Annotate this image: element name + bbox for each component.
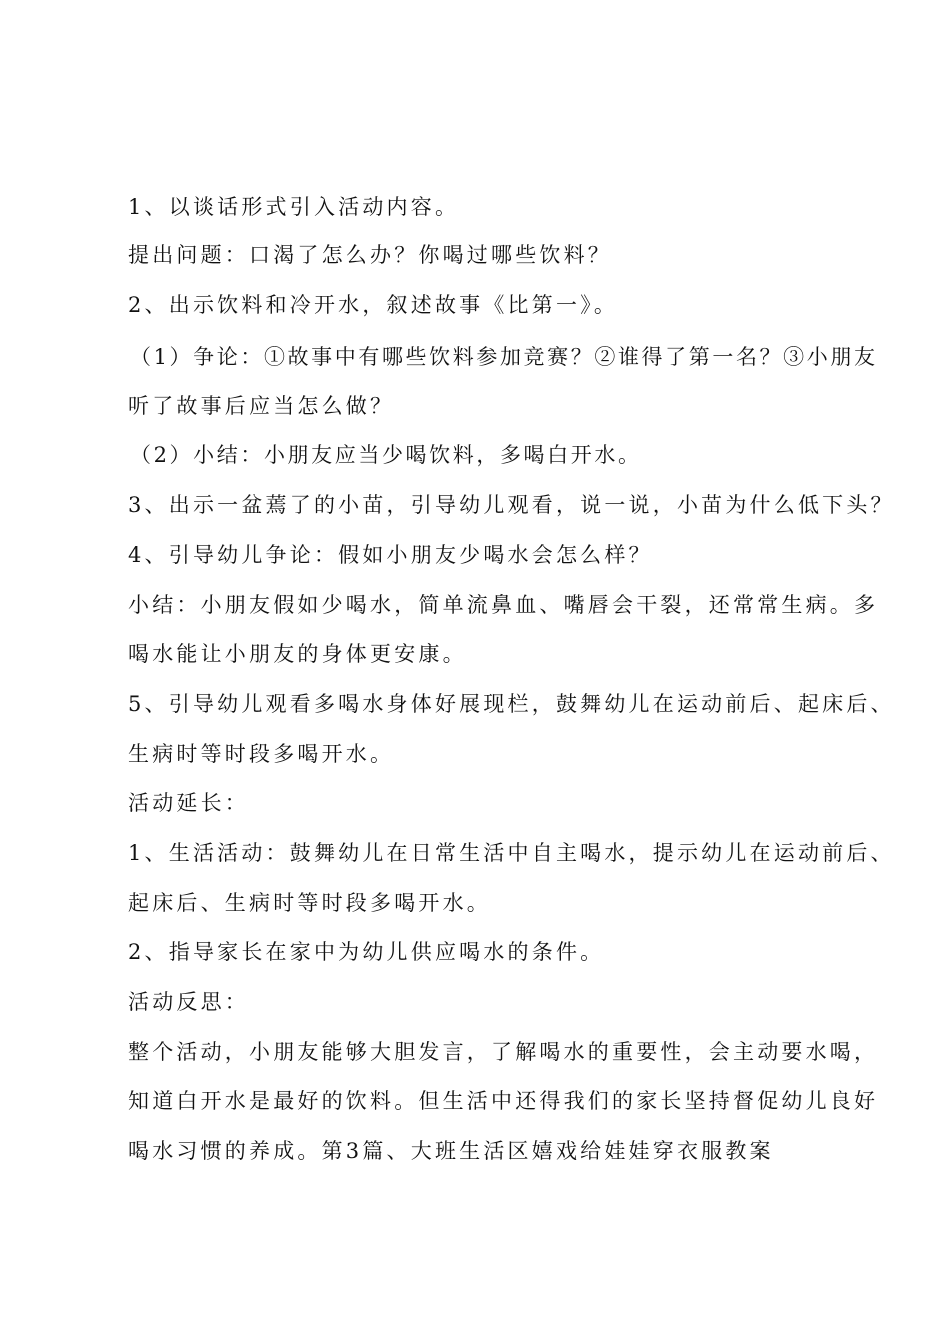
text-line-6: （2）小结：小朋友应当少喝饮料，多喝白开水。 [130, 443, 642, 467]
text-line-13: 活动延长： [128, 791, 249, 815]
text-line-1: 1、以谈话形式引入活动内容。 [128, 195, 460, 219]
text-line-5: 听了故事后应当怎么做？ [128, 394, 395, 418]
text-line-3: 2、出示饮料和冷开水，叙述故事《比第一》。 [128, 293, 619, 317]
text-line-16: 2、指导家长在家中为幼儿供应喝水的条件。 [128, 940, 605, 964]
text-line-14: 1、生活活动：鼓舞幼儿在日常生活中自主喝水，提示幼儿在运动前后、 [128, 841, 895, 865]
text-line-10: 喝水能让小朋友的身体更安康。 [128, 642, 467, 666]
text-line-18: 整个活动，小朋友能够大胆发言，了解喝水的重要性，会主动要水喝， [128, 1040, 879, 1064]
text-line-12: 生病时等时段多喝开水。 [128, 742, 395, 766]
text-line-2: 提出问题：口渴了怎么办？你喝过哪些饮料？ [128, 243, 612, 267]
text-line-9: 小结：小朋友假如少喝水，简单流鼻血、嘴唇会干裂，还常常生病。多 [128, 593, 879, 617]
text-line-7: 3、出示一盆蔫了的小苗，引导幼儿观看，说一说，小苗为什么低下头？ [128, 493, 895, 517]
text-line-19: 知道白开水是最好的饮料。但生活中还得我们的家长坚持督促幼儿良好 [128, 1089, 879, 1113]
text-line-15: 起床后、生病时等时段多喝开水。 [128, 891, 491, 915]
text-line-11: 5、引导幼儿观看多喝水身体好展现栏，鼓舞幼儿在运动前后、起床后、 [128, 692, 895, 716]
text-line-17: 活动反思： [128, 990, 249, 1014]
text-line-8: 4、引导幼儿争论：假如小朋友少喝水会怎么样？ [128, 543, 653, 567]
text-line-4: （1）争论：①故事中有哪些饮料参加竞赛？②谁得了第一名？③小朋友 [130, 345, 878, 369]
text-line-20: 喝水习惯的养成。第3篇、大班生活区嬉戏给娃娃穿衣服教案 [128, 1139, 774, 1163]
